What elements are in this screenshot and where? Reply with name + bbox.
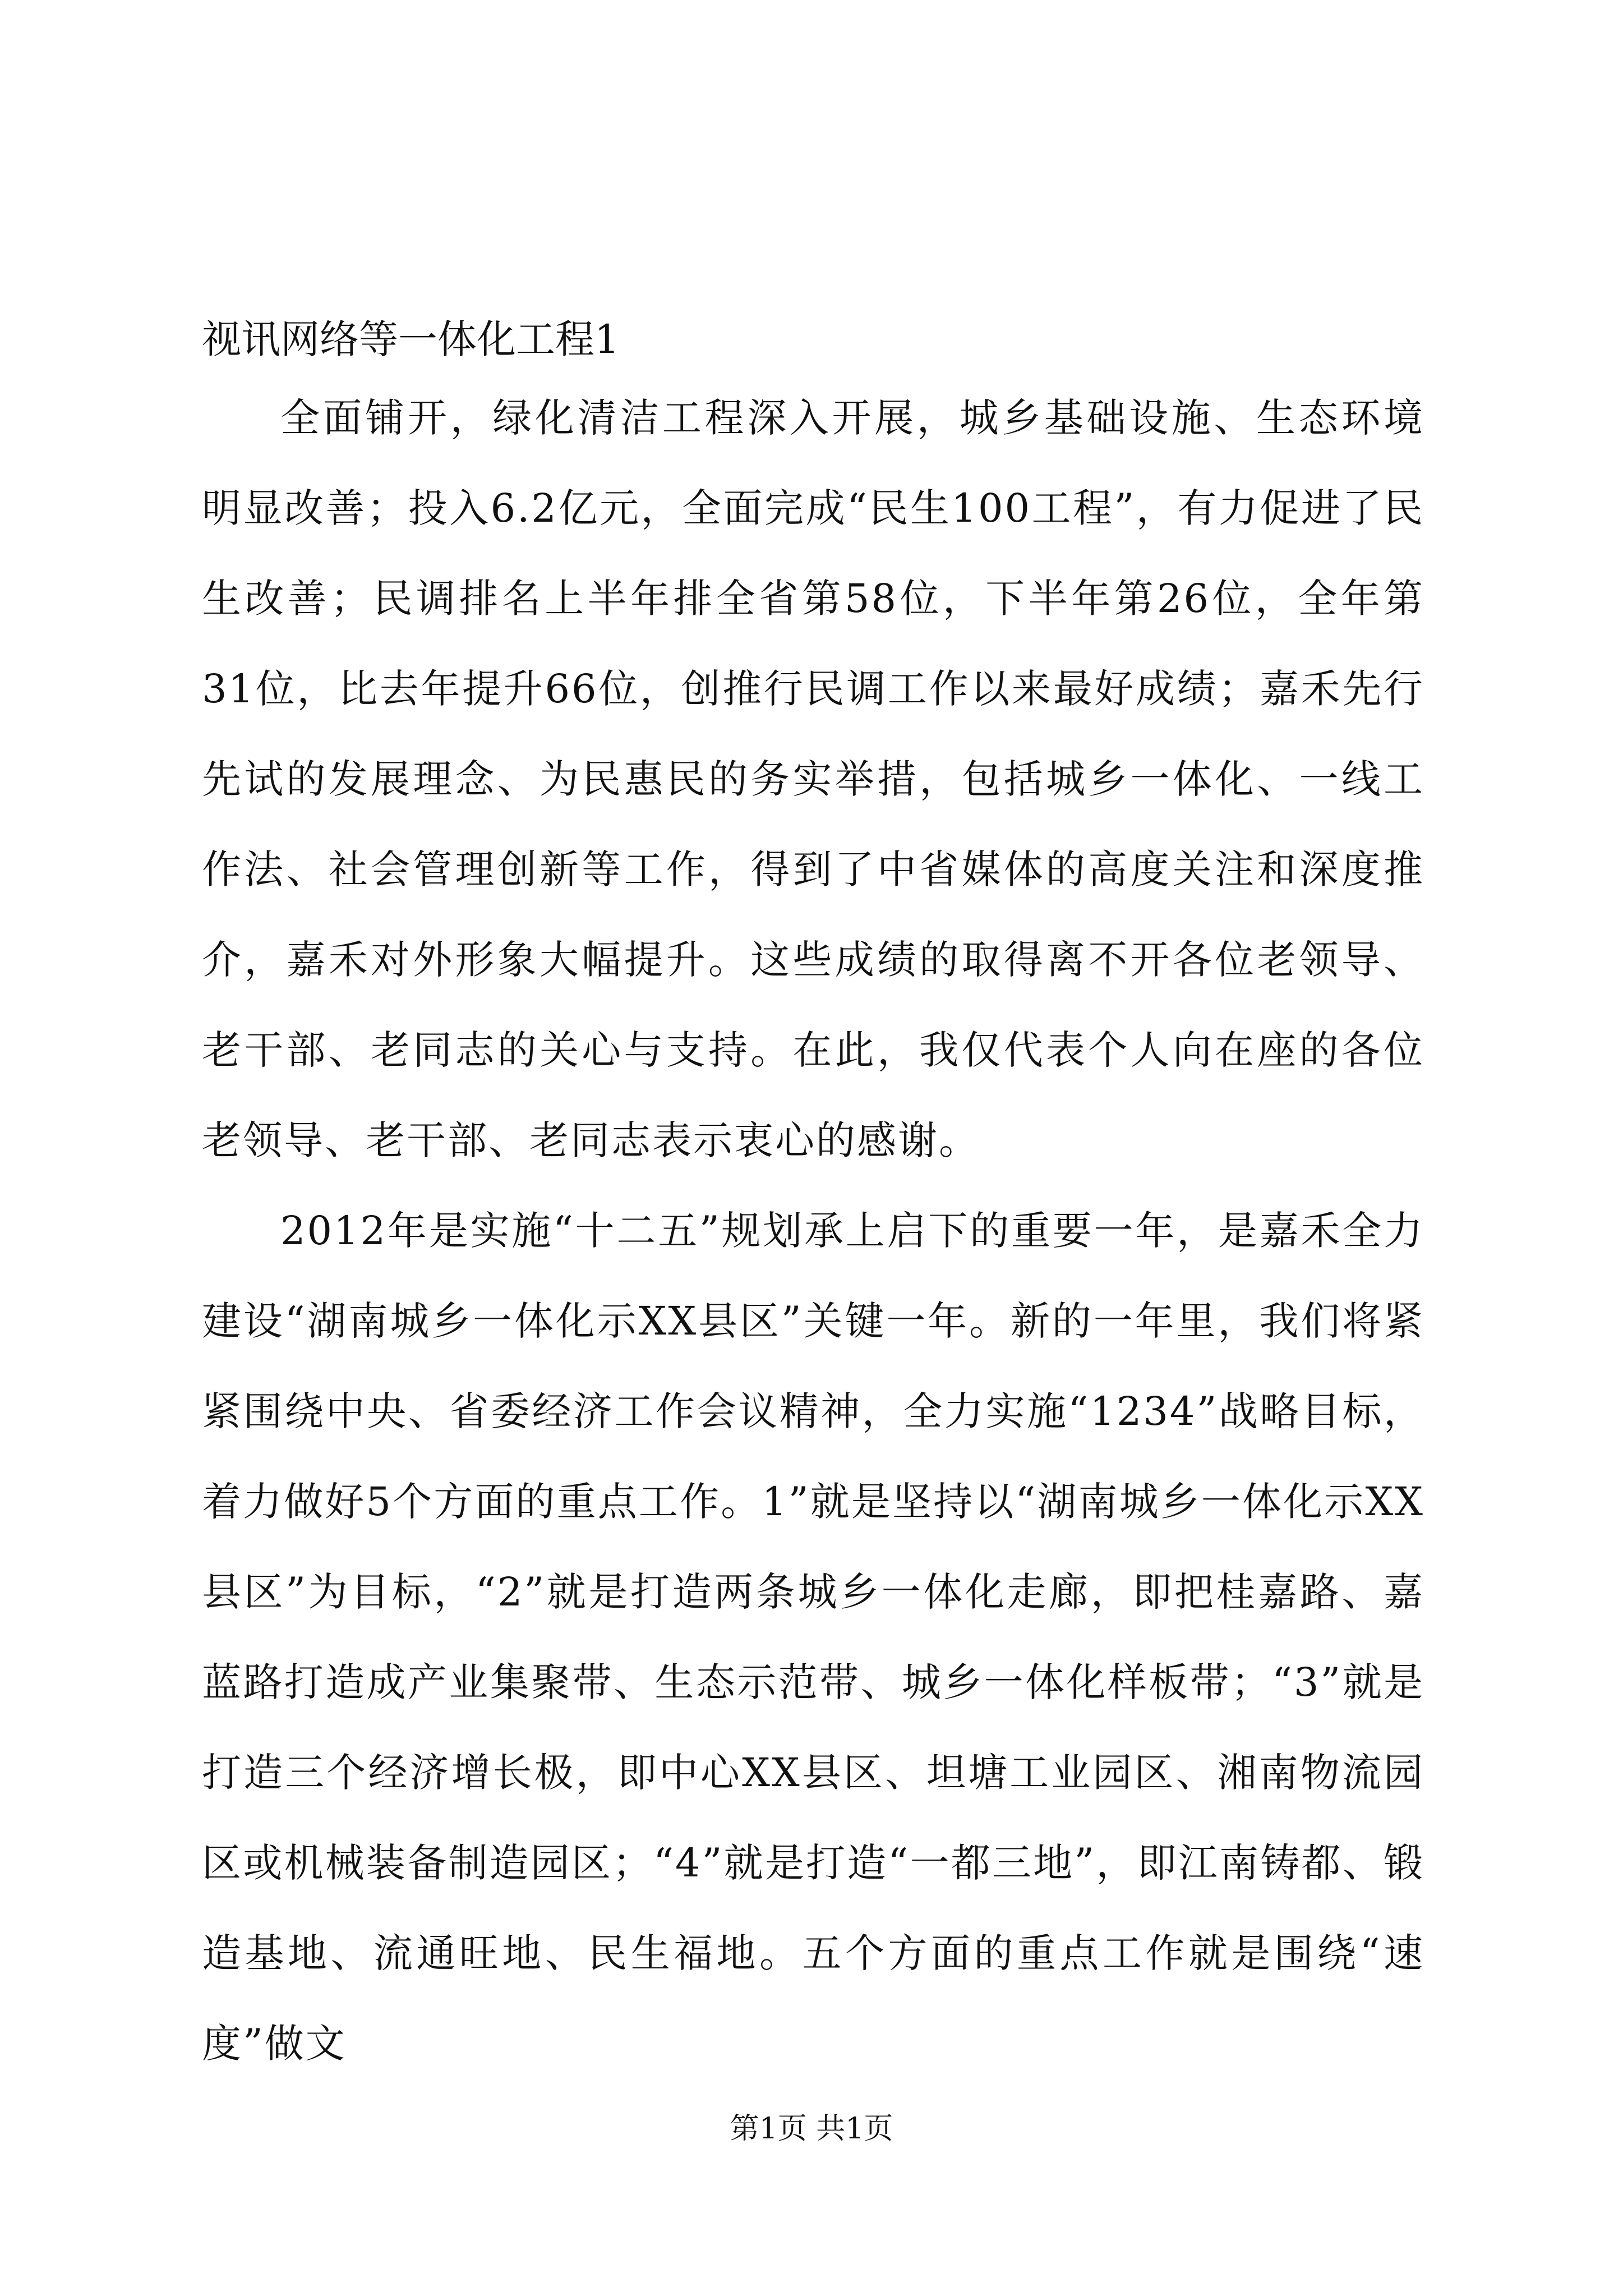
paragraph-2012-plan: 2012年是实施“十二五”规划承上启下的重要一年，是嘉禾全力建设“湖南城乡一体化示XX县区”关键一年。新的一年里，我们将紧紧围绕中央、省委经济工作会议精神，全力实施“1234”战略目标，着力做好5个方面的重点工作。1”就是坚持以“湖南城乡一体化示XX县区”为目标，“2”就是打造两条城乡一体化走廊，即把桂嘉路、嘉蓝路打造成产业集聚带、生态示范带、城乡一体化样板带；“3”就是打造三个经济增长极，即中心XX县区、坦塘工业园区、湘南物流园区或机械装备制造园区；“4”就是打造“一都三地”，即江南铸都、锻造基地、流通旺地、民生福地。五个方面的重点工作就是围绕“速度”做文	[202, 1208, 1424, 2067]
page-number-footer: 第1页 共1页	[730, 2112, 893, 2146]
continued-line: 视讯网络等一体化工程1	[202, 316, 620, 362]
document-body	[202, 306, 1424, 2089]
paragraph-achievements: 全面铺开，绿化清洁工程深入开展，城乡基础设施、生态环境明显改善；投入6.2亿元，全面完成“民生100工程”，有力促进了民生改善；民调排名上半年排全省第58位，下半年第26位，全年第31位，比去年提升66位，创推行民调工作以来最好成绩；嘉禾先行先试的发展理念、为民惠民的务实举措，包括城乡一体化、一线工作法、社会管理创新等工作，得到了中省媒体的高度关注和深度推介，嘉禾对外形象大幅提升。这些成绩的取得离不开各位老领导、老干部、老同志的关心与支持。在此，我仅代表个人向在座的各位老领导、老干部、老同志表示衷心的感谢。	[202, 395, 1424, 1163]
